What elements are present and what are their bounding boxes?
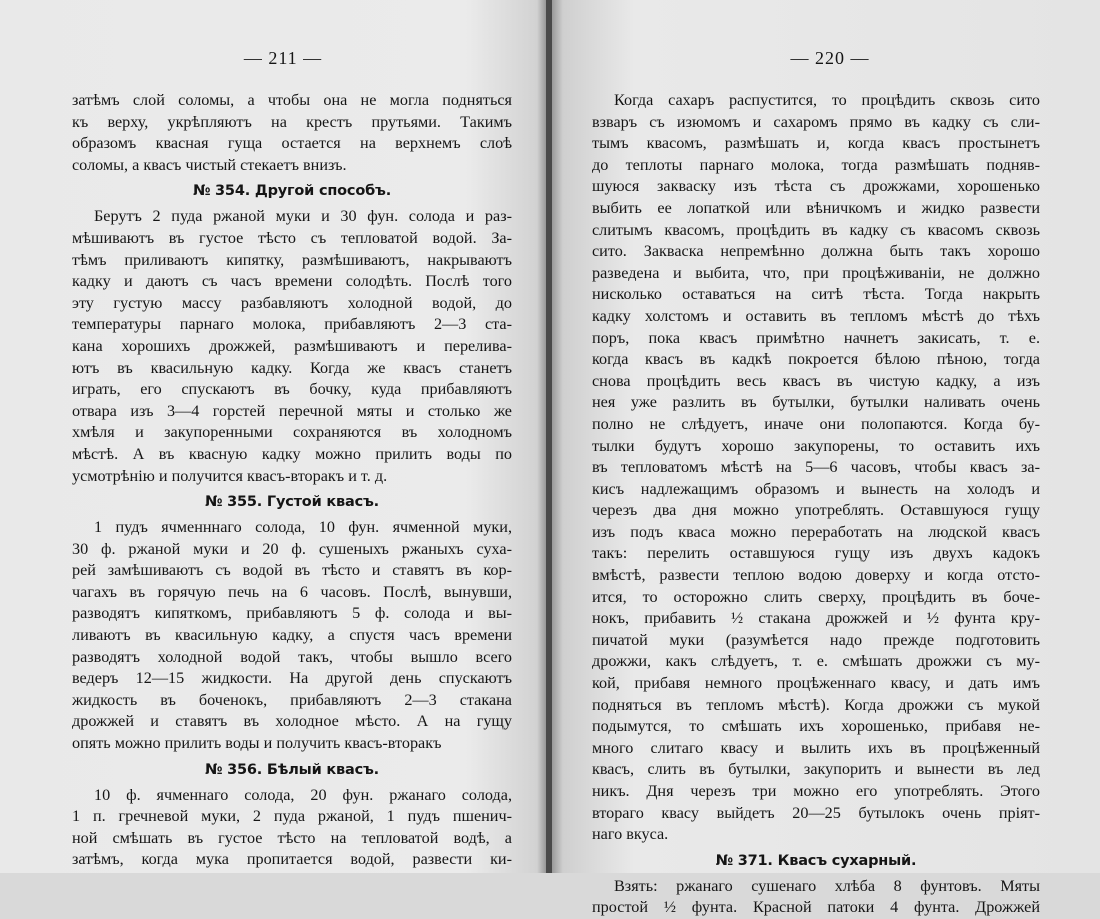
text-line: подняться въ тепломъ мѣстѣ). Когда дрожжи съ мукой (592, 695, 1040, 714)
text-line: выбить ее лопаткой или вѣничкомъ и жидко развести (592, 198, 1040, 217)
right-page (552, 0, 1100, 917)
text-line: кадку и даютъ съ часъ времени солодѣть. Послѣ того (72, 272, 512, 291)
text-line: кадку холстомъ и оставить въ тепломъ мѣстѣ до тѣхъ (592, 306, 1040, 325)
text-line: полно не слѣдуетъ, иначе они полопаются. Когда бу- (592, 414, 1040, 433)
text-line: эту густую массу разбавляютъ холодной водой, до (72, 293, 512, 312)
right-page-text (592, 90, 1040, 919)
text-line: образомъ квасная гуща остается на верхнемъ слоѣ (72, 134, 512, 153)
text-line: подымутся, то смѣшать ихъ хорошенько, прибавя не- (592, 717, 1040, 736)
text-line: тылки будутъ хорошо закупорены, то оставить ихъ (592, 436, 1040, 455)
text-line: ютъ въ квасильную кадку. Когда же квасъ станетъ (72, 358, 512, 377)
text-line: 30 ф. ржаной муки и 20 ф. сушеныхъ ржаныхъ суха- (72, 539, 512, 558)
text-line: мѣстѣ. А въ квасную кадку можно прилить воды по (72, 444, 512, 463)
text-line: Берутъ 2 пуда ржаной муки и 30 фун. солода и раз- (94, 207, 512, 226)
text-line: хмѣля и закупоренными сохраняются въ холодномъ (72, 423, 512, 442)
text-line: опять можно прилить воды и получить квасъ-вторакъ (72, 734, 442, 753)
text-line: соломы, а квасъ чистый стекаетъ внизъ. (72, 155, 347, 174)
text-line: нея уже разлить въ бутылки, бутылки наливать очень (592, 393, 1040, 412)
text-line: играть, его спускаютъ въ бочку, куда прибавляютъ (72, 380, 512, 399)
text-line: къ верху, укрѣпляютъ на крестъ прутьями. Такимъ (72, 112, 512, 131)
text-line: Когда сахаръ распустится, то процѣдить сквозь сито (614, 91, 1040, 109)
text-line: ведеръ 12—15 жидкости. На другой день спускаютъ (72, 669, 512, 688)
text-line: снова процѣдить весь квасъ въ чистую кадку, а изъ (592, 371, 1040, 390)
text-line: когда квасъ въ кадкѣ покроется бѣлою пѣною, тогда (592, 350, 1040, 369)
text-line: тымъ квасомъ, размѣшать и, когда квасъ простынетъ (592, 134, 1040, 153)
text-line: разведена и выбита, что, при процѣживаніи, не должно (592, 263, 1040, 282)
text-line: тѣмъ приливаютъ кипятку, размѣшиваютъ, накрываютъ (72, 250, 512, 269)
text-line: ливаютъ въ квасильную кадку, а спустя часъ времени (72, 626, 512, 645)
text-line: поръ, пока квасъ примѣтно начнетъ закисать, т. е. (592, 328, 1040, 347)
text-line: втораго квасу выйдетъ 20—25 бутылокъ очень пріят- (592, 803, 1040, 822)
left-page (0, 0, 548, 873)
text-line: взваръ съ изюмомъ и сахаромъ прямо въ кадку съ сли- (592, 112, 1040, 131)
text-line: такъ: перелить оставшуюся гущу изъ двухъ кадокъ (592, 544, 1040, 563)
text-line: наго вкуса. (592, 825, 669, 844)
text-line: много слитаго квасу и вылить ихъ въ процѣженный (592, 738, 1040, 757)
text-line: затѣмъ слой соломы, а чтобы она не могла подняться (72, 91, 512, 109)
text-line: квасъ, слить въ бутылки, закупорить и вынести въ лед (592, 760, 1040, 779)
text-line: нисколько оставаться на ситѣ тѣста. Тогда накрыть (592, 285, 1040, 304)
text-line: кой, прибавя немного процѣженнаго квасу, и дать имъ (592, 674, 1040, 693)
text-line: мѣшиваютъ въ густое тѣсто съ тепловатой водой. За- (72, 228, 512, 247)
text-line: температуры парнаго молока, прибавляютъ 2—3 ста- (72, 315, 512, 334)
text-line: ной смѣшать въ густое тѣсто на тепловатой водѣ, а (72, 828, 512, 847)
recipe-heading: № 371. Квасъ сухарный. (715, 852, 917, 869)
text-line: черезъ два дня можно употреблять. Оставшуюся гущу (592, 501, 1040, 520)
text-line: пичатой муки (разумѣется надо прежде подготовить (592, 630, 1040, 649)
text-line: кисъ надлежащимъ образомъ и вынесть на холодъ и (592, 479, 1040, 498)
text-line: дрожжи, какъ слѣдуетъ, т. е. смѣшать дрожжи съ му- (592, 652, 1040, 671)
recipe-heading: № 354. Другой способъ. (192, 183, 392, 200)
text-line: рей замѣшиваютъ съ водой въ тѣсто и ставятъ въ кор- (72, 561, 512, 580)
text-line: слитымъ квасомъ, процѣдить въ кадку съ квасомъ сквозь (592, 220, 1040, 239)
text-line: шуюся закваску изъ тѣста съ дрожжами, хорошенько (592, 177, 1040, 196)
text-line: никъ. Дня черезъ три можно его употреблять. Этого (592, 782, 1040, 800)
recipe-heading: № 355. Густой квасъ. (205, 494, 379, 511)
text-line: 10 ф. ячменнаго солода, 20 фун. ржанаго солода, (94, 785, 512, 804)
text-line: 1 п. гречневой муки, 2 пуда ржаной, 1 пудъ пшенич- (72, 807, 512, 826)
text-line: кана хорошихъ дрожжей, размѣшиваютъ и перелива- (72, 336, 512, 355)
left-page-text (72, 90, 512, 871)
text-line: 1 пудъ ячменннаго солода, 10 фун. ячменной муки, (94, 518, 512, 537)
text-line: вмѣстѣ, развести теплою водою доверху и когда отсто- (592, 566, 1040, 585)
recipe-heading: № 356. Бѣлый квасъ. (205, 761, 379, 778)
text-line: нокъ, прибавить ½ стакана дрожжей и ½ фунта кру- (592, 609, 1040, 628)
text-line: отвара изъ 3—4 горстей перечной мяты и столько же (72, 401, 512, 420)
text-line: изъ подъ кваса можно переработать на людской квасъ (592, 522, 1040, 541)
right-page-number: — 220 — (790, 48, 870, 68)
text-line: разводятъ холодной водой такъ, чтобы вышло всего (72, 647, 512, 666)
text-line: жидкость въ боченокъ, прибавляютъ 2—3 стакана (72, 690, 512, 709)
text-line: сито. Закваска непремѣнно должна быть такъ хорошо (592, 242, 1040, 261)
text-line: чагахъ въ горячую печь на 6 часовъ. Послѣ, вынувши, (72, 582, 512, 601)
text-line: разводятъ кипяткомъ, прибавляютъ 5 ф. солода и вы- (72, 604, 512, 623)
text-line: усмотрѣнію и получится квасъ-вторакъ и т. д. (72, 466, 388, 485)
text-line: ится, то осторожно слить сверху, процѣдить въ боче- (592, 587, 1040, 606)
text-line: простой ½ фунта. Красной патоки 4 фунта. Дрожжей (592, 898, 1040, 917)
text-line: въ тепловатомъ мѣстѣ на 5—6 часовъ, чтобы квасъ за- (592, 458, 1040, 477)
text-line: Взять: ржанаго сушенаго хлѣба 8 фунтовъ. Мяты (614, 876, 1040, 895)
text-line: дрожжей и ставятъ въ холодное мѣсто. А на гущу (72, 712, 512, 731)
left-page-number: — 211 — (243, 48, 323, 68)
text-line: затѣмъ, когда мука пропитается водой, развести ки- (72, 850, 512, 869)
text-line: до теплоты парнаго молока, тогда размѣшать подняв- (592, 155, 1040, 174)
